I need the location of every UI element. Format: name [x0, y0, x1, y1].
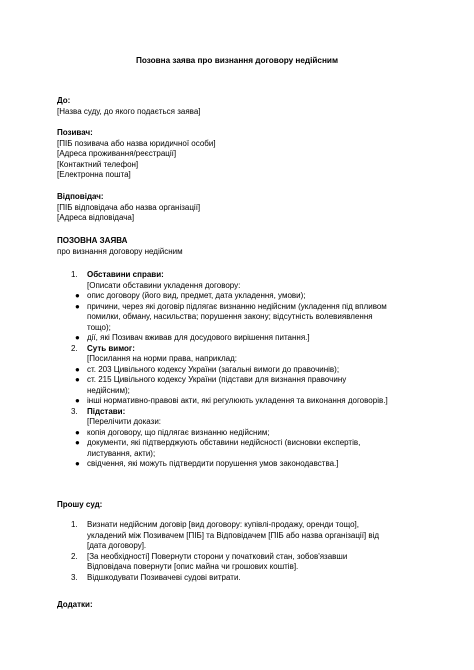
defendant-name: [ПІБ відповідача або назва організації]	[57, 202, 201, 212]
claim-heading: ПОЗОВНА ЗАЯВА	[57, 236, 128, 245]
list-item: ● причини, через які договір підлягає визнанню недійсним (укладення під впливом	[75, 301, 387, 311]
defendant-label: Відповідач:	[57, 192, 104, 201]
request-number: 2.	[71, 551, 78, 561]
section-title: Обставини справи:	[87, 270, 164, 279]
attachments-label: Додатки:	[57, 600, 93, 609]
plaintiff-phone: [Контактний телефон]	[57, 159, 139, 169]
request-list	[57, 520, 427, 583]
bullet-icon: ●	[75, 333, 80, 342]
request-number: 3.	[71, 572, 78, 582]
request-number: 1.	[71, 520, 78, 529]
list-item: ● інші нормативно-правові акти, які регулюють укладення та виконання договорів.]	[75, 396, 388, 405]
defendant-address: [Адреса відповідача]	[57, 213, 135, 222]
defendant-block	[57, 192, 437, 224]
list-item-continuation: недійсним);	[87, 385, 130, 395]
request-label: Прошу суд:	[57, 500, 103, 509]
section-intro: [Посилання на норми права, наприклад:	[87, 354, 237, 363]
section-title: Підстави:	[87, 406, 126, 416]
plaintiff-address: [Адреса проживання/реєстрації]	[57, 149, 177, 158]
plaintiff-email: [Електронна пошта]	[57, 170, 131, 179]
request-item-2: 2. [За необхідності] Повернути сторони у початковий стан, зобов'язавши Відповідача повернути [опис майна чи грошових коштів].	[71, 551, 348, 571]
plaintiff-name: [ПІБ позивача або назва юридичної особи]	[57, 138, 216, 148]
bullet-icon: ●	[75, 375, 80, 384]
bullet-icon: ●	[75, 301, 80, 311]
list-item: ● свідчення, які можуть підтвердити порушення умов законодавства.]	[75, 459, 339, 468]
section-number: 1.	[71, 270, 78, 279]
to-block	[57, 96, 437, 117]
list-item-continuation: тощо);	[87, 322, 111, 332]
bullet-icon: ●	[75, 427, 80, 437]
list-item-continuation: листування, акти);	[87, 448, 156, 458]
section-title: Суть вимог:	[87, 343, 135, 353]
plaintiff-block	[57, 128, 437, 181]
request-item-3: 3. Відшкодувати Позивачеві судові витрати.	[71, 572, 241, 582]
list-item-continuation: помилки, обману, насильства; порушення закону; відсутність волевиявлення	[87, 312, 373, 321]
bullet-icon: ●	[75, 438, 80, 447]
section-2	[57, 344, 427, 365]
section-1	[57, 270, 427, 291]
list-item: ● ст. 203 Цивільного кодексу України (загальні вимоги до правочинів);	[75, 364, 340, 374]
claim-heading-block	[57, 236, 437, 257]
document-title: Позовна заява про визнання договору недійсним	[135, 56, 339, 65]
bullet-icon: ●	[75, 291, 80, 300]
section-3	[57, 407, 427, 428]
to-label: До:	[57, 96, 71, 105]
section-list	[57, 270, 427, 470]
request-label-block	[57, 500, 437, 511]
section-intro: [Описати обставини укладення договору:	[87, 280, 241, 290]
list-item: ● опис договору (його вид, предмет, дата укладення, умови);	[75, 291, 306, 300]
section-intro: [Перелічити докази:	[87, 417, 162, 426]
bullet-icon: ●	[75, 459, 80, 468]
request-item-1: 1. Визнати недійсним договір [вид договору: купівлі-продажу, оренди тощо], укладений між Позивачем [ПІБ] та Відповідачем [ПІБ або назва організації] від [дата договору].	[71, 520, 380, 550]
list-item: ● дії, які Позивач вживав для досудового вирішення питання.]	[75, 333, 310, 342]
section-number: 2.	[71, 343, 78, 353]
claim-subheading: про визнання договору недійсним	[57, 246, 183, 256]
list-item: ● ст. 215 Цивільного кодексу України (підстави для визнання правочину	[75, 375, 347, 384]
list-item: ● копія договору, що підлягає визнанню недійсним;	[75, 427, 270, 437]
bullet-icon: ●	[75, 364, 80, 374]
attachments-block	[57, 600, 437, 611]
section-number: 3.	[71, 406, 78, 416]
list-item: ● документи, які підтверджують обставини недійсності (висновки експертів,	[75, 438, 361, 447]
bullet-icon: ●	[75, 396, 80, 405]
court-name: [Назва суду, до якого подається заява]	[57, 106, 201, 116]
plaintiff-label: Позивач:	[57, 128, 93, 137]
